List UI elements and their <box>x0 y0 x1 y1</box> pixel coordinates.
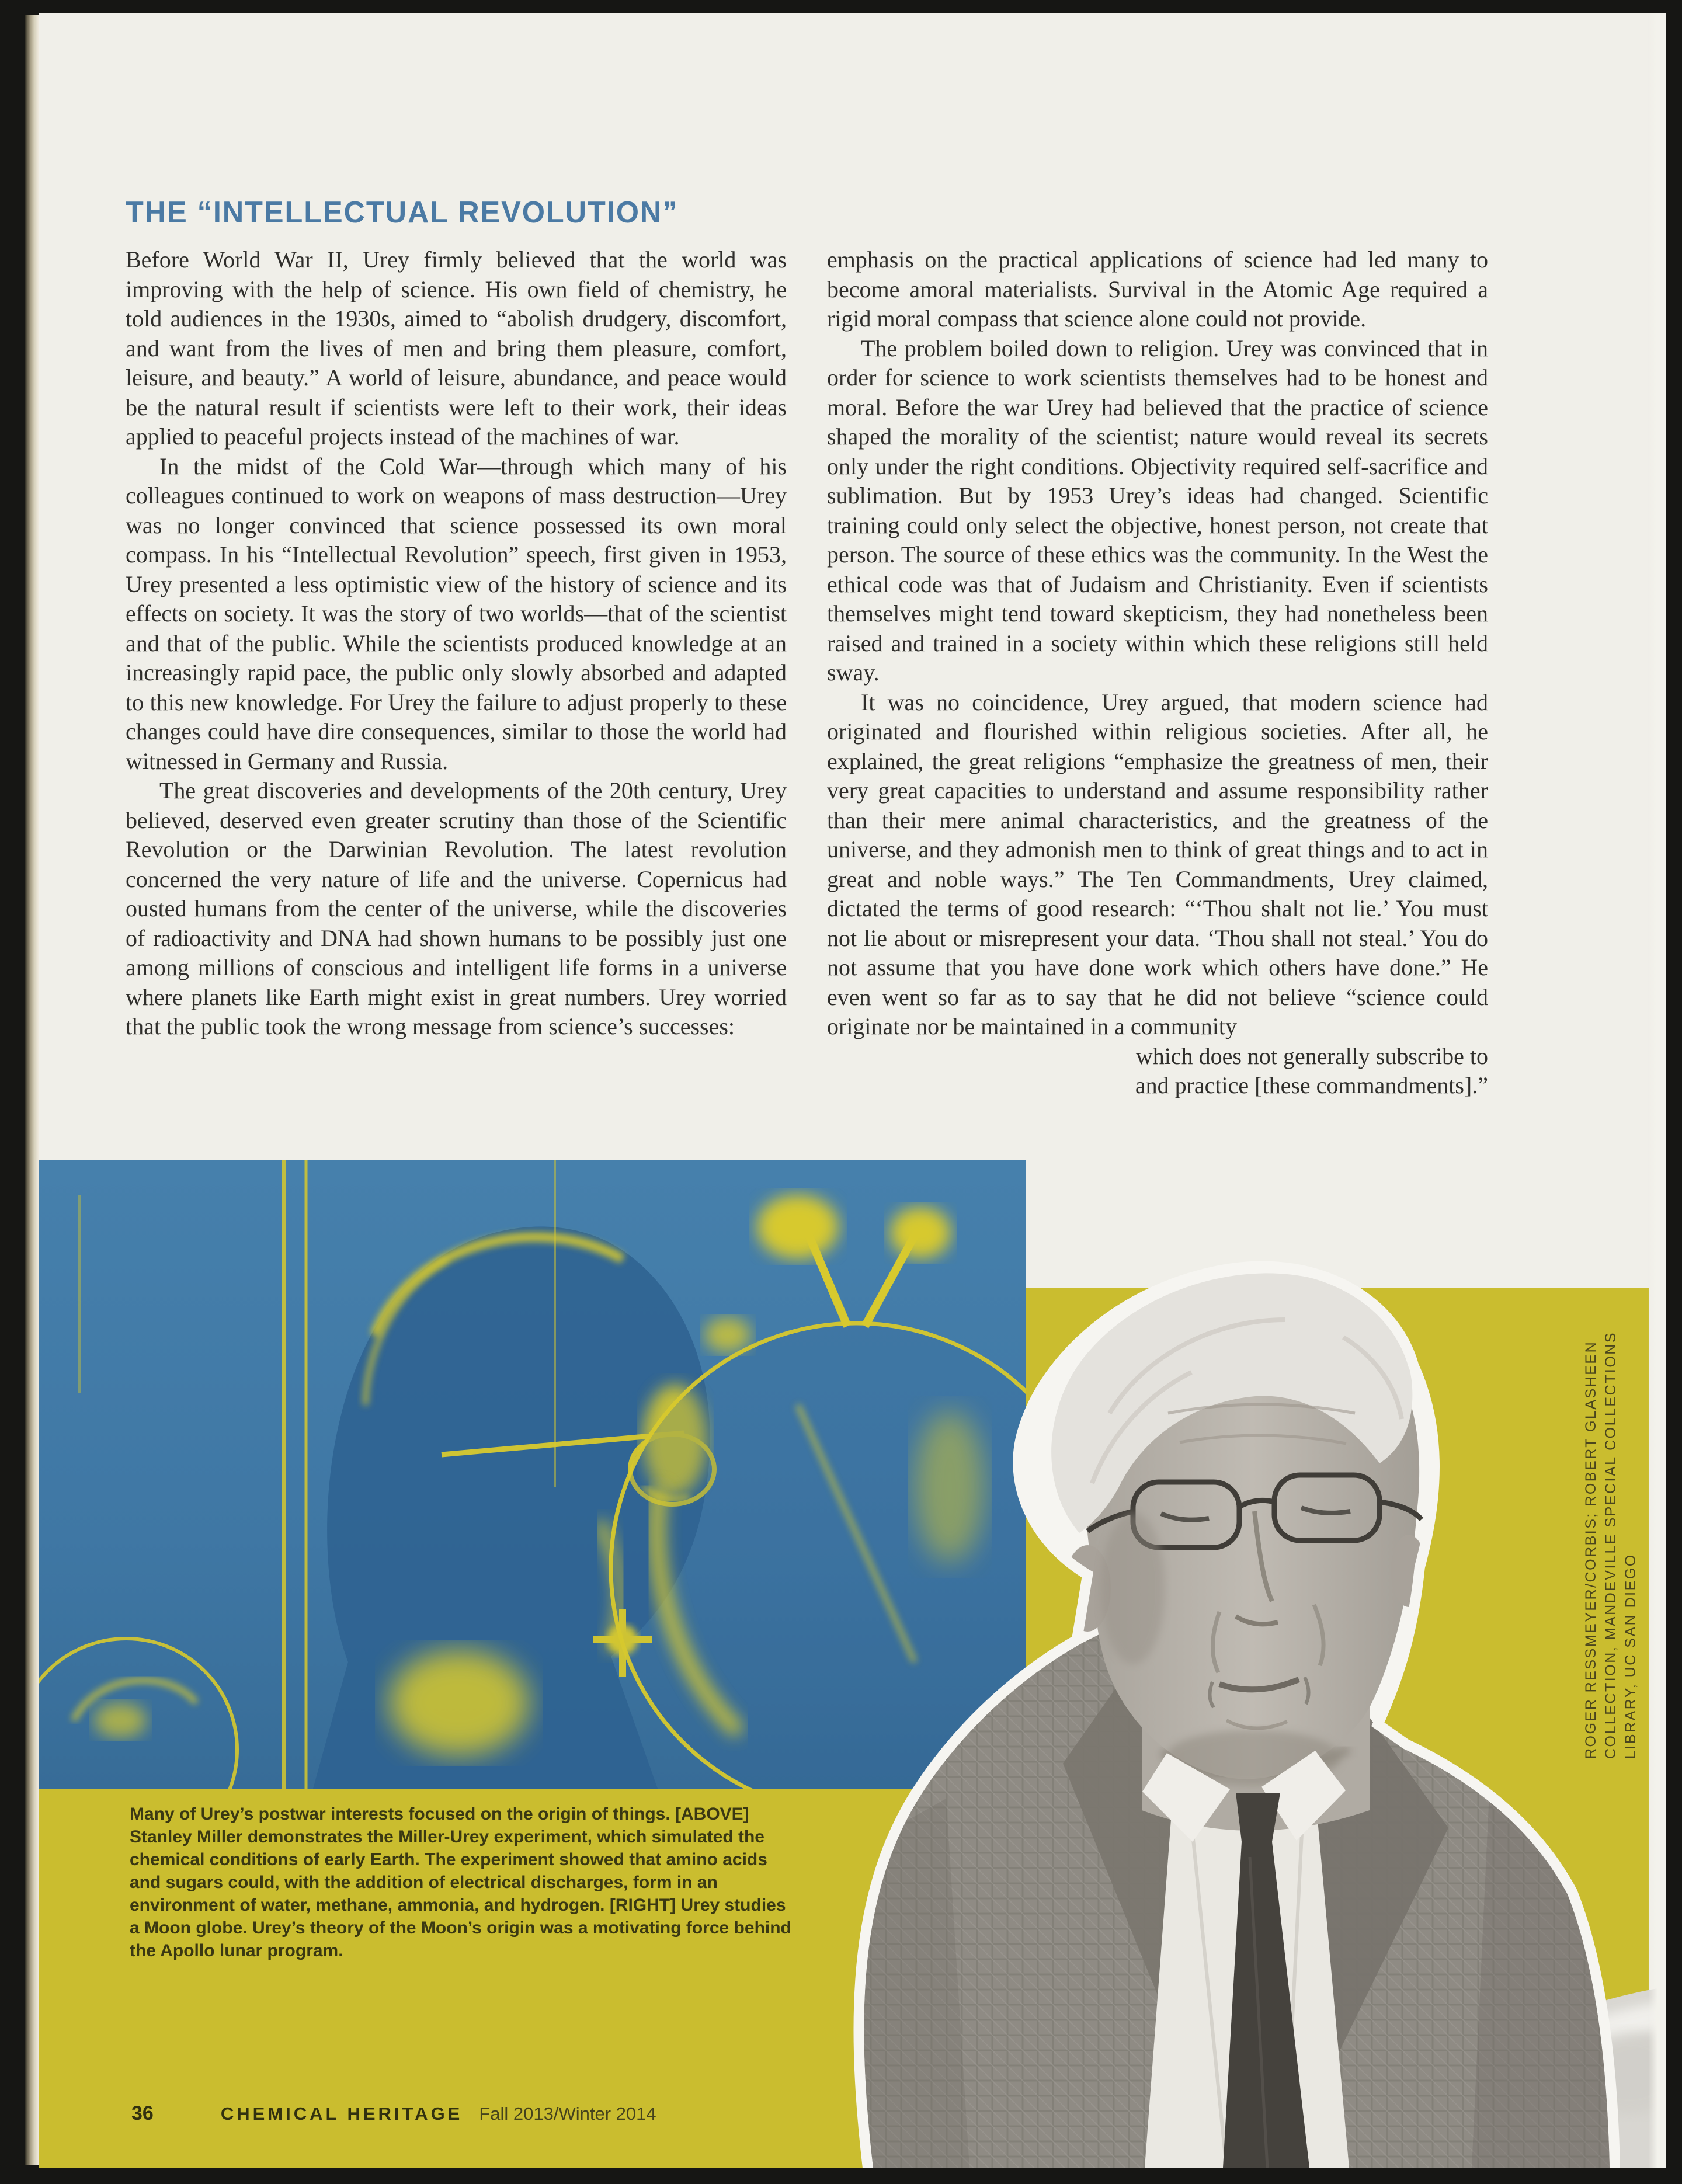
issue-date: Fall 2013/Winter 2014 <box>479 2103 656 2124</box>
paragraph: The problem boiled down to religion. Urey was convinced that in order for science to work scientists themselves had to be honest and moral. Before the war Urey had believed that the practice of science shaped the morality of the scientist; nature would reveal its secrets only under the right conditions. Objectivity required self-sacrifice and sublimation. But by 1953 Urey’s ideas had changed. Scientific training could only select the objective, honest person, not create that person. The source of these ethics was the community. In the West the ethical code was that of Judaism and Christianity. Even if scientists themselves might tend toward skepticism, they had nonetheless been raised and trained in a society within which these religions still held sway. <box>827 335 1488 686</box>
page-stack-edge <box>25 15 39 2165</box>
photo-credit <box>1581 1331 1641 1759</box>
photo-credit-line: ROGER RESSMEYER/CORBIS; ROBERT GLASHEEN <box>1583 1340 1599 1759</box>
page-footer <box>131 2102 656 2125</box>
paragraph-runaround-line: which does not generally subscribe to <box>1135 1042 1488 1069</box>
paragraph: It was no coincidence, Urey argued, that modern science had originated and flourished within religious societies. After all, he explained, the great religions “emphasize the greatness of men, their very great capacities to understand and assume responsibility rather than their mere animal characteristics, and the greatness of the universe, and they admonish men to think of great things and to act in great and noble ways.” The Ten Commandments, Urey claimed, dictated the terms of good research: “‘Thou shalt not lie.’ You must not lie about or misrepresent your data. ‘Thou shall not steal.’ You do not assume that you have done work which others have done.” He even went so far as to say that he did not believe “science could originate nor be maintained in a community <box>827 688 1488 1039</box>
photo-credit-line: COLLECTION, MANDEVILLE SPECIAL COLLECTIONS <box>1603 1331 1619 1759</box>
text-column-left <box>126 245 787 1042</box>
magazine-page <box>39 13 1666 2168</box>
paragraph: In the midst of the Cold War—through which many of his colleagues continued to work on weapons of mass destruction—Urey was no longer convinced that science possessed its own moral compass. In his “Intellectual Revolution” speech, first given in 1953, Urey presented a less optimistic view of the history of science and its effects on society. It was the story of two worlds—that of the scientist and that of the public. While the scientists produced knowledge at an increasingly rapid pace, the public only slowly absorbed and adapted to this new knowledge. For Urey the failure to adjust properly to these changes could have dire consequences, similar to those the world had witnessed in Germany and Russia. <box>126 453 787 774</box>
page-edge-highlight <box>1648 13 1666 2168</box>
page-number: 36 <box>131 2102 154 2124</box>
text-column-right <box>827 245 1488 1101</box>
paragraph: Before World War II, Urey firmly believed that the world was improving with the help of science. His own field of chemistry, he told audiences in the 1930s, aimed to “abolish drudgery, discomfort, and want from the lives of men and bring them pleasure, comfort, leisure, and beauty.” A world of leisure, abundance, and peace would be the natural result if scientists were left to their work, their ideas applied to peaceful projects instead of the machines of war. <box>126 246 787 450</box>
paragraph: The great discoveries and developments of the 20th century, Urey believed, deserved even greater scrutiny than those of the Scientific Revolution or the Darwinian Revolution. The latest revolution concerned the very nature of life and the universe. Copernicus had ousted humans from the center of the universe, while the discoveries of radioactivity and DNA had shown humans to be possibly just one among millions of conscious and intelligent life forms in a universe where planets like Earth might exist in great numbers. Urey worried that the public took the wrong message from science’s successes: <box>126 777 787 1039</box>
paragraph-runaround-line: and practice [these commandments].” <box>1135 1072 1488 1098</box>
urey-portrait-photo <box>818 1238 1666 2168</box>
section-heading: THE “INTELLECTUAL REVOLUTION” <box>126 196 679 229</box>
photo-caption: Many of Urey’s postwar interests focused on the origin of things. [ABOVE] Stanley Miller demonstrates the Miller-Urey experiment, which simulated the chemical conditions of early Earth. The experiment showed that amino acids and sugars could, with the addition of electrical discharges, form in an environment of water, methane, ammonia, and hydrogen. [RIGHT] Urey studies a Moon globe. Urey’s theory of the Moon’s origin was a motivating force behind the Apollo lunar program. <box>130 1804 791 1960</box>
paragraph: emphasis on the practical applications of science had led many to become amoral materialists. Survival in the Atomic Age required a rigid moral compass that science alone could not provide. <box>827 246 1488 332</box>
photo-credit-line: LIBRARY, UC SAN DIEGO <box>1622 1553 1639 1759</box>
magazine-title: CHEMICAL HERITAGE <box>220 2103 463 2124</box>
